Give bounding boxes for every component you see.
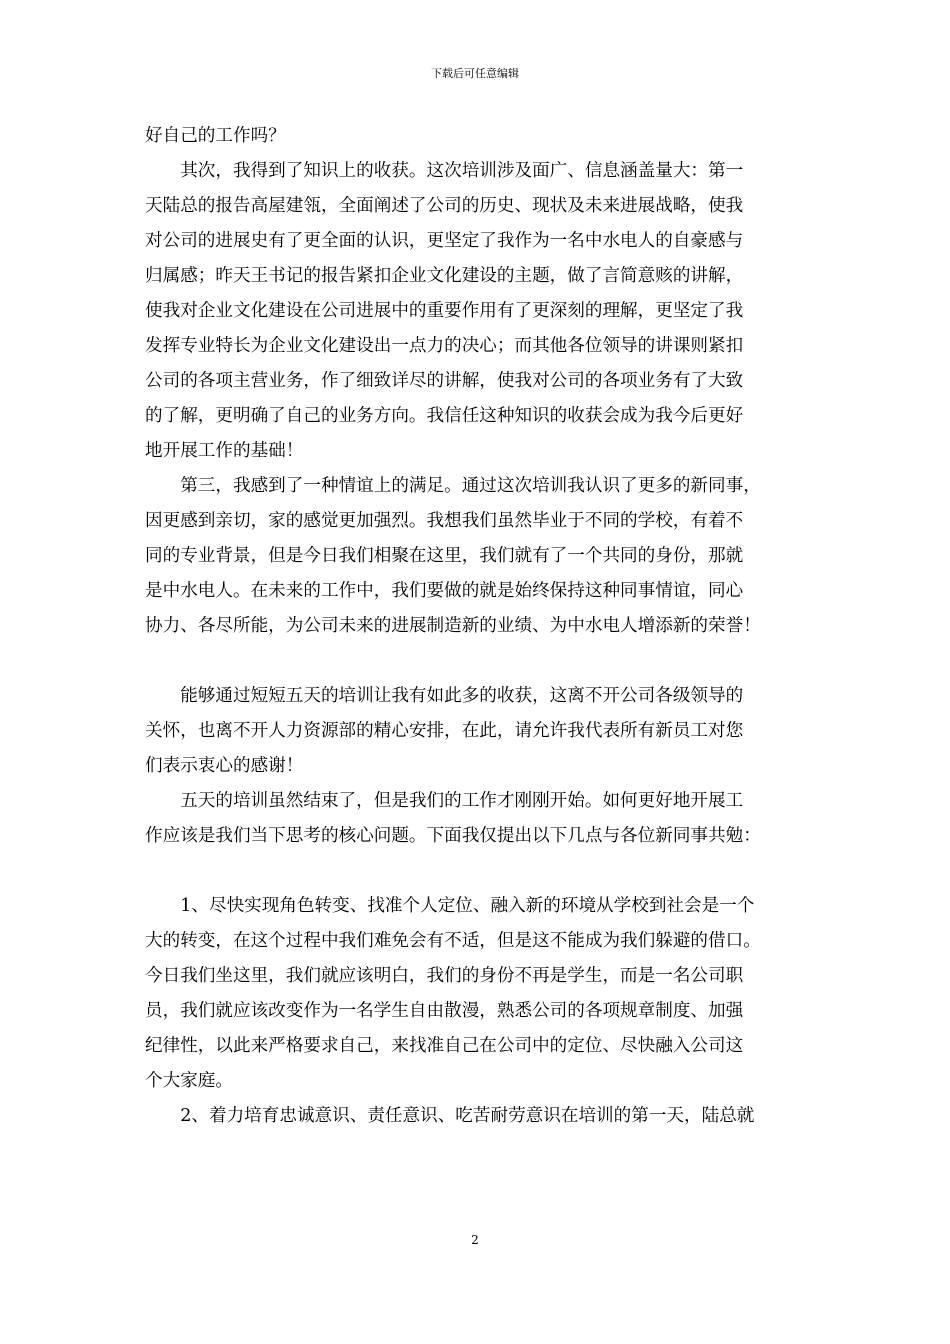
text-line: 关怀，也离不开人力资源部的精心安排，在此，请允许我代表所有新员工对您 bbox=[145, 721, 744, 741]
text-line: 第三，我感到了一种情谊上的满足。通过这次培训我认识了更多的新同事， bbox=[145, 476, 761, 496]
text-line: 今日我们坐这里，我们就应该明白，我们的身份不再是学生，而是一名公司职 bbox=[145, 966, 744, 986]
blank-line bbox=[145, 854, 810, 889]
text-line: 公司的各项主营业务，作了细致详尽的讲解，使我对公司的各项业务有了大致 bbox=[145, 371, 744, 391]
text-line: 归属感；昨天王书记的报告紧扣企业文化建设的主题，做了言简意赅的讲解， bbox=[145, 266, 744, 286]
text-line: 纪律性，以此来严格要求自己，来找准自己在公司中的定位、尽快融入公司这 bbox=[145, 1036, 744, 1056]
text-line: 协力、各尽所能，为公司未来的进展制造新的业绩、为中水电人增添新的荣誉！ bbox=[145, 616, 761, 636]
text-line: 因更感到亲切，家的感觉更加强烈。我想我们虽然毕业于不同的学校，有着不 bbox=[145, 511, 744, 531]
text-line: 天陆总的报告高屋建瓴，全面阐述了公司的历史、现状及未来进展战略，使我 bbox=[145, 196, 744, 216]
text-line: 是中水电人。在未来的工作中，我们要做的就是始终保持这种同事情谊，同心 bbox=[145, 581, 744, 601]
text-line: 同的专业背景，但是今日我们相聚在这里，我们就有了一个共同的身份，那就 bbox=[145, 546, 744, 566]
blank-line bbox=[145, 644, 810, 679]
text-line: 五天的培训虽然结束了，但是我们的工作才刚刚开始。如何更好地开展工 bbox=[145, 791, 744, 811]
text-line: 发挥专业特长为企业文化建设出一点力的决心；而其他各位领导的讲课则紧扣 bbox=[145, 336, 744, 356]
page-header: 下载后可任意编辑 bbox=[431, 67, 519, 80]
page-number: 2 bbox=[471, 1233, 479, 1247]
text-line: 对公司的进展史有了更全面的认识，更坚定了我作为一名中水电人的自豪感与 bbox=[145, 231, 744, 251]
text-line: 员，我们就应该改变作为一名学生自由散漫，熟悉公司的各项规章制度、加强 bbox=[145, 1001, 744, 1021]
text-line: 个大家庭。 bbox=[145, 1071, 233, 1091]
text-line: 其次，我得到了知识上的收获。这次培训涉及面广、信息涵盖量大：第一 bbox=[145, 161, 744, 181]
text-line: 地开展工作的基础！ bbox=[145, 441, 304, 461]
document-body bbox=[145, 119, 810, 1134]
text-line: 1、尽快实现角色转变、找准个人定位、融入新的环境从学校到社会是一个 bbox=[145, 896, 755, 916]
text-line: 大的转变，在这个过程中我们难免会有不适，但是这不能成为我们躲避的借口。 bbox=[145, 931, 761, 951]
text-line: 使我对企业文化建设在公司进展中的重要作用有了更深刻的理解，更坚定了我 bbox=[145, 301, 744, 321]
text-line: 2、着力培育忠诚意识、责任意识、吃苦耐劳意识在培训的第一天，陆总就 bbox=[145, 1106, 755, 1126]
text-line: 好自己的工作吗？ bbox=[145, 126, 286, 146]
text-line: 作应该是我们当下思考的核心问题。下面我仅提出以下几点与各位新同事共勉： bbox=[145, 826, 761, 846]
text-line: 能够通过短短五天的培训让我有如此多的收获，这离不开公司各级领导的 bbox=[145, 686, 744, 706]
text-line: 的了解，更明确了自己的业务方向。我信任这种知识的收获会成为我今后更好 bbox=[145, 406, 744, 426]
text-line: 们表示衷心的感谢！ bbox=[145, 756, 304, 776]
